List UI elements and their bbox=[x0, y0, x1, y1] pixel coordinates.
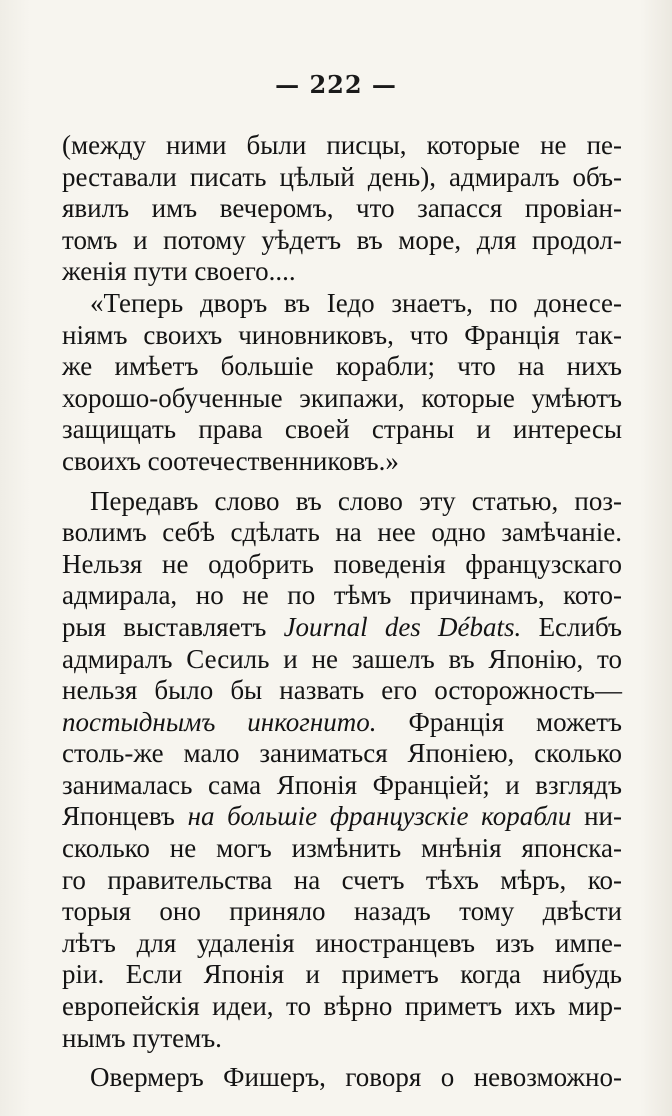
text-line: защищать права своей страны и интересы bbox=[62, 414, 622, 445]
text-segment: Франція можетъ bbox=[408, 706, 623, 737]
page-body-text bbox=[62, 130, 622, 1094]
text-line: лѣтъ для удаленія иностранцевъ изъ импе- bbox=[62, 927, 622, 958]
text-line: волимъ себѣ сдѣлать на нее одно замѣчаніе. bbox=[62, 517, 622, 548]
text-segment: ни- bbox=[584, 801, 622, 832]
text-line: адмиралъ Сесиль и не зашелъ въ Японію, то bbox=[62, 643, 622, 674]
text-line: явилъ имъ вечеромъ, что запасся провіан- bbox=[62, 193, 622, 224]
text-line: женія пути своего.... bbox=[62, 256, 296, 287]
text-line-with-italic bbox=[62, 801, 622, 833]
paragraph-gap bbox=[62, 1054, 622, 1062]
text-line: Передавъ слово въ слово эту статью, поз- bbox=[90, 485, 622, 516]
text-line: сколько не могъ измѣнить мнѣнія японска- bbox=[62, 833, 622, 864]
text-line: европейскія идеи, то вѣрно приметъ ихъ мир- bbox=[62, 991, 622, 1022]
text-line: нельзя было бы назвать его осторожность— bbox=[62, 675, 622, 706]
italic-phrase: постыднымъ инкогнито. bbox=[62, 706, 377, 737]
text-line: реставали писать цѣлый день), адмиралъ объ- bbox=[62, 161, 622, 192]
text-line: го правительства на счетъ тѣхъ мѣръ, ко- bbox=[62, 864, 622, 895]
text-line: своихъ соотечественниковъ.» bbox=[62, 445, 399, 476]
text-line: нымъ путемъ. bbox=[62, 1022, 222, 1053]
text-line: ріи. Если Японія и приметъ когда нибудь bbox=[62, 959, 622, 990]
page-number: — 222 — bbox=[275, 70, 397, 99]
italic-title: Journal des Débats. bbox=[283, 611, 522, 642]
text-line: занималась сама Японія Франціей; и взглядъ bbox=[62, 769, 622, 800]
text-line: же имѣетъ большіе корабли; что на нихъ bbox=[62, 351, 622, 382]
text-line: адмирала, но не по тѣмъ причинамъ, кото- bbox=[62, 580, 622, 611]
text-line: столь-же мало заниматься Японіею, сколько bbox=[62, 738, 622, 769]
text-line: хорошо-обученные экипажи, которые умѣютъ bbox=[62, 382, 622, 413]
text-segment: рыя выставляетъ bbox=[62, 611, 267, 642]
text-line: «Теперь дворъ въ Іедо знаетъ, по донесе- bbox=[90, 287, 622, 318]
text-segment: Японцевъ bbox=[62, 801, 175, 832]
text-line-with-italic bbox=[62, 707, 622, 739]
text-line-with-italic bbox=[62, 612, 622, 644]
text-line: (между ними были писцы, которые не пе- bbox=[62, 130, 622, 160]
text-line: Овермеръ Фишеръ, говоря о невозможно- bbox=[90, 1062, 622, 1093]
paragraph-gap bbox=[62, 478, 622, 486]
italic-phrase: на большіе французскіе корабли bbox=[187, 801, 572, 832]
text-line: Нельзя не одобрить поведенія французскаго bbox=[62, 548, 622, 579]
text-line: ніямъ своихъ чиновниковъ, что Франція так- bbox=[62, 319, 622, 350]
text-line: томъ и потому уѣдетъ въ море, для продол- bbox=[62, 224, 622, 255]
text-segment: Еслибъ bbox=[538, 611, 622, 642]
text-line: торыя оно приняло назадъ тому двѣсти bbox=[62, 896, 622, 927]
